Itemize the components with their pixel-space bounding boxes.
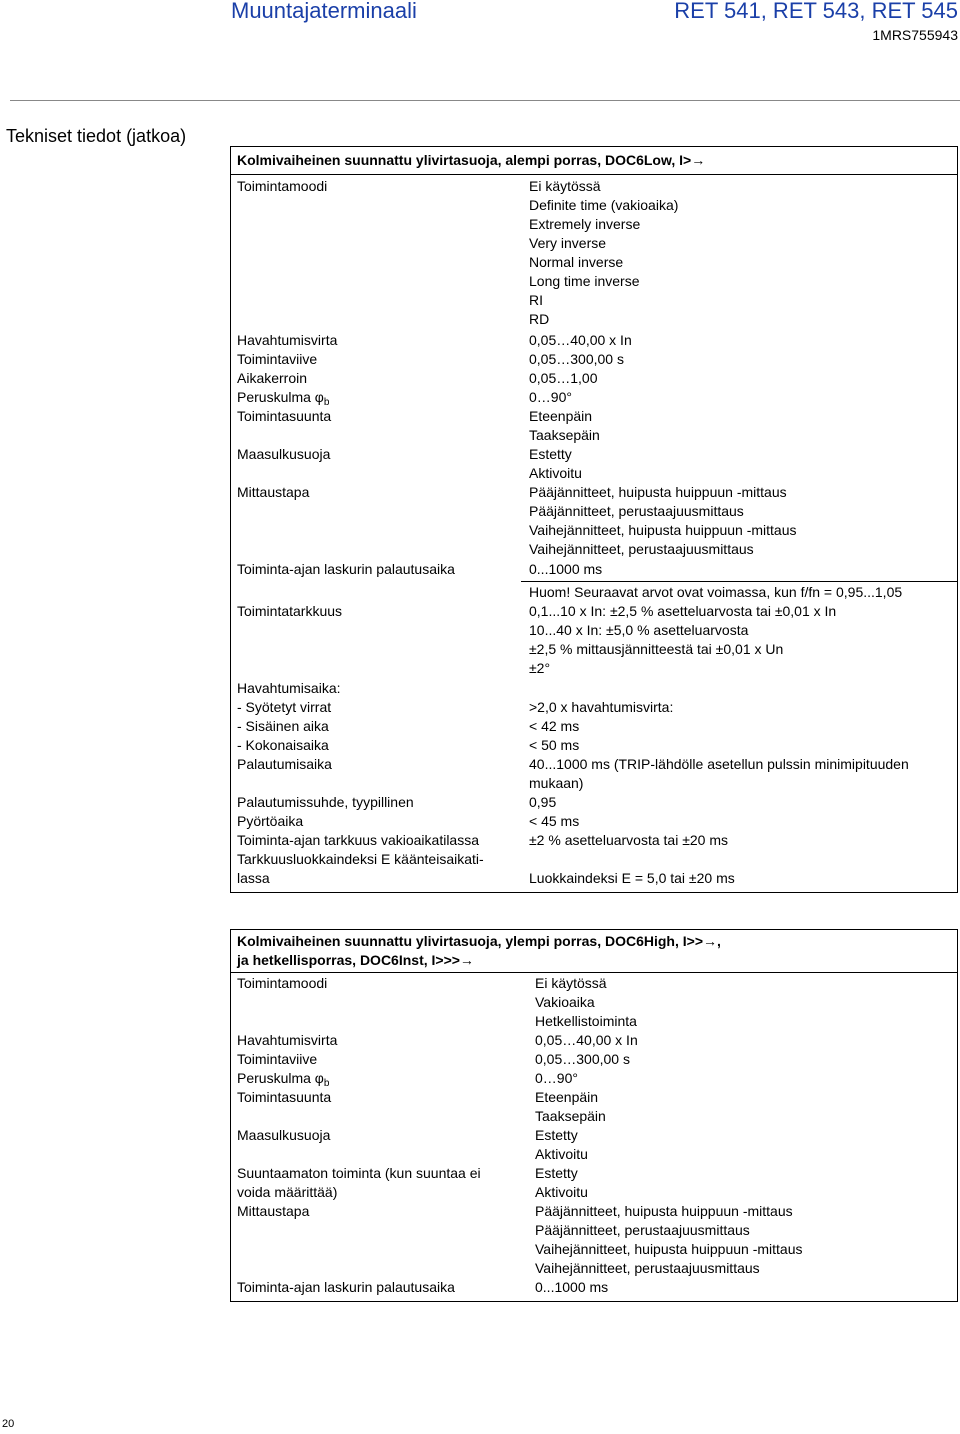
label-maasulkusuoja: Maasulkusuoja [237, 446, 331, 462]
value-mittaus: Vaihejännitteet, huipusta huippuun -mittaus [535, 1241, 803, 1257]
table-title: ja hetkellisporras, DOC6Inst, I>>>→ [237, 952, 474, 968]
title-separator [231, 174, 957, 175]
section-title: Tekniset tiedot (jatkoa) [6, 126, 187, 146]
page-number: 20 [2, 1418, 15, 1430]
label-laskuri: Toiminta-ajan laskurin palautusaika [237, 1279, 455, 1295]
label-toimintamoodi: Toimintamoodi [237, 975, 328, 991]
row-separator [521, 581, 957, 582]
value-mittaus: Vaihejännitteet, perustaajuusmittaus [529, 541, 754, 557]
value-vakioaika: ±2 % asetteluarvosta tai ±20 ms [529, 832, 729, 848]
label-luokka: Tarkkuusluokkaindeksi E käänteisaikati- [237, 851, 484, 867]
value-mittaus: Pääjännitteet, perustaajuusmittaus [529, 503, 744, 519]
value-tarkkuus: ±2° [529, 660, 551, 676]
label-mittaustapa: Mittaustapa [237, 1203, 310, 1219]
value-maasulku: Aktivoitu [529, 465, 582, 481]
value-tarkkuus: 0,1...10 x In: ±2,5 % asetteluarvosta tai ±0,01 x In [529, 603, 837, 619]
value-mittaus: Pääjännitteet, huipusta huippuun -mittaus [529, 484, 787, 500]
label-palautumissuhde: Palautumissuhde, tyypillinen [237, 794, 414, 810]
label-kokonais: - Kokonaisaika [237, 737, 329, 753]
title-separator [231, 972, 957, 973]
value-laskuri: 0...1000 ms [535, 1279, 609, 1295]
value-havahtumisvirta: 0,05…40,00 x In [529, 332, 632, 348]
value-mittaus: Vaihejännitteet, perustaajuusmittaus [535, 1260, 760, 1276]
value-suunta: Taaksepäin [529, 427, 600, 443]
label-tarkkuus: Toimintatarkkuus [237, 603, 343, 619]
label-havahtumisaika: Havahtumisaika: [237, 680, 341, 696]
header-divider [10, 100, 960, 101]
value-mittaus: Pääjännitteet, huipusta huippuun -mittaus [535, 1203, 793, 1219]
value-mode: Definite time (vakioaika) [529, 197, 679, 213]
value-mode: Long time inverse [529, 273, 640, 289]
label-luokka: lassa [237, 870, 270, 886]
value-mode: Ei käytössä [529, 178, 601, 194]
label-palautumisaika: Palautumisaika [237, 756, 332, 772]
value-laskuri: 0...1000 ms [529, 561, 603, 577]
value-kokonais: < 50 ms [529, 737, 580, 753]
value-mode: RD [529, 311, 550, 327]
value-mode: RI [529, 292, 543, 308]
label-peruskulma: Peruskulma $\varphi_b$ [237, 389, 330, 408]
label-toimintasuunta: Toimintasuunta [237, 408, 332, 424]
document-number: 1MRS755943 [872, 27, 958, 43]
value-suuntaamaton: Aktivoitu [535, 1184, 588, 1200]
value-suuntaamaton: Estetty [535, 1165, 578, 1181]
value-peruskulma: 0…90° [529, 389, 572, 405]
label-suuntaamaton: Suuntaamaton toiminta (kun suuntaa ei [237, 1165, 481, 1181]
table-doc6high [230, 929, 958, 1302]
value-mode: Vakioaika [535, 994, 595, 1010]
label-pyortoaika: Pyörtöaika [237, 813, 304, 829]
label-vakioaika: Toiminta-ajan tarkkuus vakioaikatilassa [237, 832, 479, 848]
value-havahtumisvirta: 0,05…40,00 x In [535, 1032, 638, 1048]
value-mittaus: Vaihejännitteet, huipusta huippuun -mittaus [529, 522, 797, 538]
label-havahtumisvirta: Havahtumisvirta [237, 1032, 338, 1048]
value-tarkkuus: 10...40 x In: ±5,0 % asetteluarvosta [529, 622, 749, 638]
value-mode: Hetkellistoiminta [535, 1013, 637, 1029]
document-title: Muuntajaterminaali [231, 0, 417, 23]
label-toimintasuunta: Toimintasuunta [237, 1089, 332, 1105]
label-maasulkusuoja: Maasulkusuoja [237, 1127, 331, 1143]
value-maasulku: Aktivoitu [535, 1146, 588, 1162]
value-toimintaviive: 0,05…300,00 s [529, 351, 624, 367]
label-suuntaamaton: voida määrittää) [237, 1184, 338, 1200]
table-title: Kolmivaiheinen suunnattu ylivirtasuoja, alempi porras, DOC6Low, I>→ [237, 152, 706, 168]
label-aikakerroin: Aikakerroin [237, 370, 308, 386]
table-title: Kolmivaiheinen suunnattu ylivirtasuoja, ylempi porras, DOC6High, I>>→, [237, 933, 721, 949]
label-toimintamoodi: Toimintamoodi [237, 178, 328, 194]
table-doc6low [230, 146, 958, 893]
value-mittaus: Pääjännitteet, perustaajuusmittaus [535, 1222, 750, 1238]
value-sisainen: < 42 ms [529, 718, 580, 734]
value-mode: Ei käytössä [535, 975, 607, 991]
label-havahtumisvirta: Havahtumisvirta [237, 332, 338, 348]
label-mittaustapa: Mittaustapa [237, 484, 310, 500]
value-maasulku: Estetty [529, 446, 572, 462]
product-models: RET 541, RET 543, RET 545 [674, 0, 958, 23]
label-peruskulma: Peruskulma $\varphi_b$ [237, 1070, 330, 1089]
label-laskuri: Toiminta-ajan laskurin palautusaika [237, 561, 455, 577]
value-suunta: Eteenpäin [529, 408, 593, 424]
value-luokka: Luokkaindeksi E = 5,0 tai ±20 ms [529, 870, 735, 886]
value-huom: Huom! Seuraavat arvot ovat voimassa, kun f/fn = 0,95...1,05 [529, 584, 903, 600]
value-peruskulma: 0…90° [535, 1070, 578, 1086]
value-pyortoaika: < 45 ms [529, 813, 580, 829]
value-mode: Normal inverse [529, 254, 624, 270]
label-sisainen: - Sisäinen aika [237, 718, 329, 734]
value-palautumisaika: 40...1000 ms (TRIP-lähdölle asetellun pulssin minimipituuden [529, 756, 909, 772]
value-maasulku: Estetty [535, 1127, 578, 1143]
value-aikakerroin: 0,05…1,00 [529, 370, 598, 386]
label-syotetyt: - Syötetyt virrat [237, 699, 332, 715]
label-toimintaviive: Toimintaviive [237, 1051, 318, 1067]
value-palautumissuhde: 0,95 [529, 794, 557, 810]
label-toimintaviive: Toimintaviive [237, 351, 318, 367]
value-suunta: Eteenpäin [535, 1089, 599, 1105]
value-mode: Very inverse [529, 235, 607, 251]
value-toimintaviive: 0,05…300,00 s [535, 1051, 630, 1067]
value-mode: Extremely inverse [529, 216, 641, 232]
value-palautumisaika: mukaan) [529, 775, 584, 791]
value-suunta: Taaksepäin [535, 1108, 606, 1124]
value-syotetyt: >2,0 x havahtumisvirta: [529, 699, 674, 715]
value-tarkkuus: ±2,5 % mittausjännitteestä tai ±0,01 x Un [529, 641, 784, 657]
